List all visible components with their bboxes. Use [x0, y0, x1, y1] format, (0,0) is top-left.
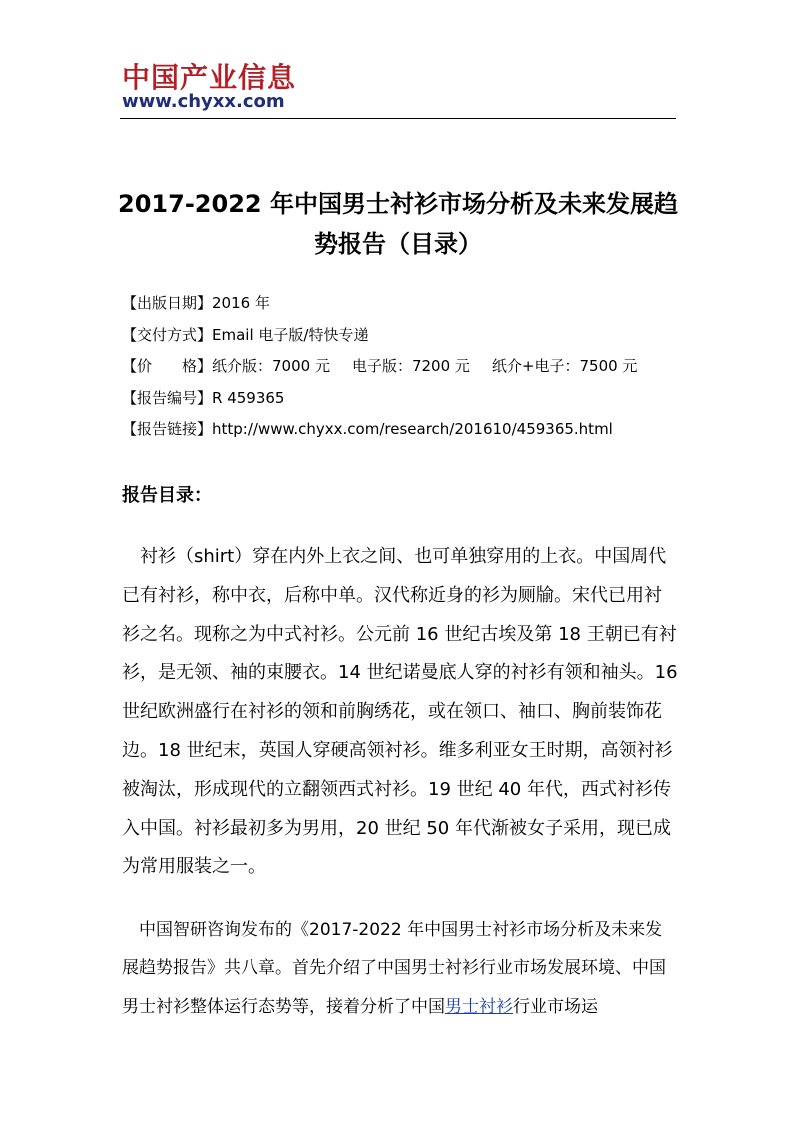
logo-chinese-text: 中国产业信息 [122, 61, 297, 94]
price-digital: 电子版：7200 元 [351, 357, 470, 376]
header-divider [120, 118, 676, 119]
report-title-line2: 势报告（目录） [314, 230, 482, 258]
toc-heading: 报告目录： [122, 485, 212, 506]
price-label: 【价 格】 [122, 357, 213, 376]
summary-text-after: 行业市场运 [513, 996, 598, 1017]
price-paper: 纸介版：7000 元 [212, 357, 330, 376]
mens-shirt-link[interactable]: 男士衬衫 [445, 996, 513, 1017]
report-code: 【报告编号】R 459365 [122, 388, 285, 407]
report-title [118, 184, 678, 264]
report-link[interactable]: 【报告链接】http://www.chyxx.com/research/201610/459365.html [122, 420, 613, 439]
summary-text-before: 中国智研咨询发布的《2017-2022 年中国男士衬衫市场分析及未来发展趋势报告》共八章。首先介绍了中国男士衬衫行业市场发展环境、中国男士衬衫整体运行态势等，接着分析了中国 [122, 920, 666, 1017]
intro-paragraph-text: 衬衫（shirt）穿在内外上衣之间、也可单独穿用的上衣。中国周代已有衬衫，称中衣，后称中单。汉代称近身的衫为厕牏。宋代已用衬衫之名。现称之为中式衬衫。公元前 16 世纪古埃及第 18 王朝已有衬衫，是无领、袖的束腰衣。14 世纪诺曼底人穿的衬衫有领和袖头。16 世纪欧洲盛行在衬衫的领和前胸绣花，或在领口、袖口、胸前装饰花边。18 世纪末，英国人穿硬高领衬衫。维多利亚女王时期，高领衬衫被淘汰，形成现代的立翻领西式衬衫。19 世纪 40 年代，西式衬衫传入中国。衬衫最初多为男用，20 世纪 50 年代渐被女子采用，现已成为常用服装之一。 [122, 546, 678, 878]
logo-url-text: www.chyxx.com [122, 91, 285, 112]
publish-date: 【出版日期】2016 年 [122, 294, 270, 312]
site-logo [122, 62, 296, 112]
summary-paragraph [122, 911, 678, 1026]
report-meta [122, 288, 637, 446]
report-title-line1: 2017-2022 年中国男士衬衫市场分析及未来发展趋 [118, 190, 678, 218]
price-combo: 纸介+电子：7500 元 [491, 357, 638, 376]
delivery-method: 【交付方式】Email 电子版/特快专递 [122, 325, 369, 344]
price-row [122, 351, 637, 383]
intro-paragraph [122, 538, 678, 887]
